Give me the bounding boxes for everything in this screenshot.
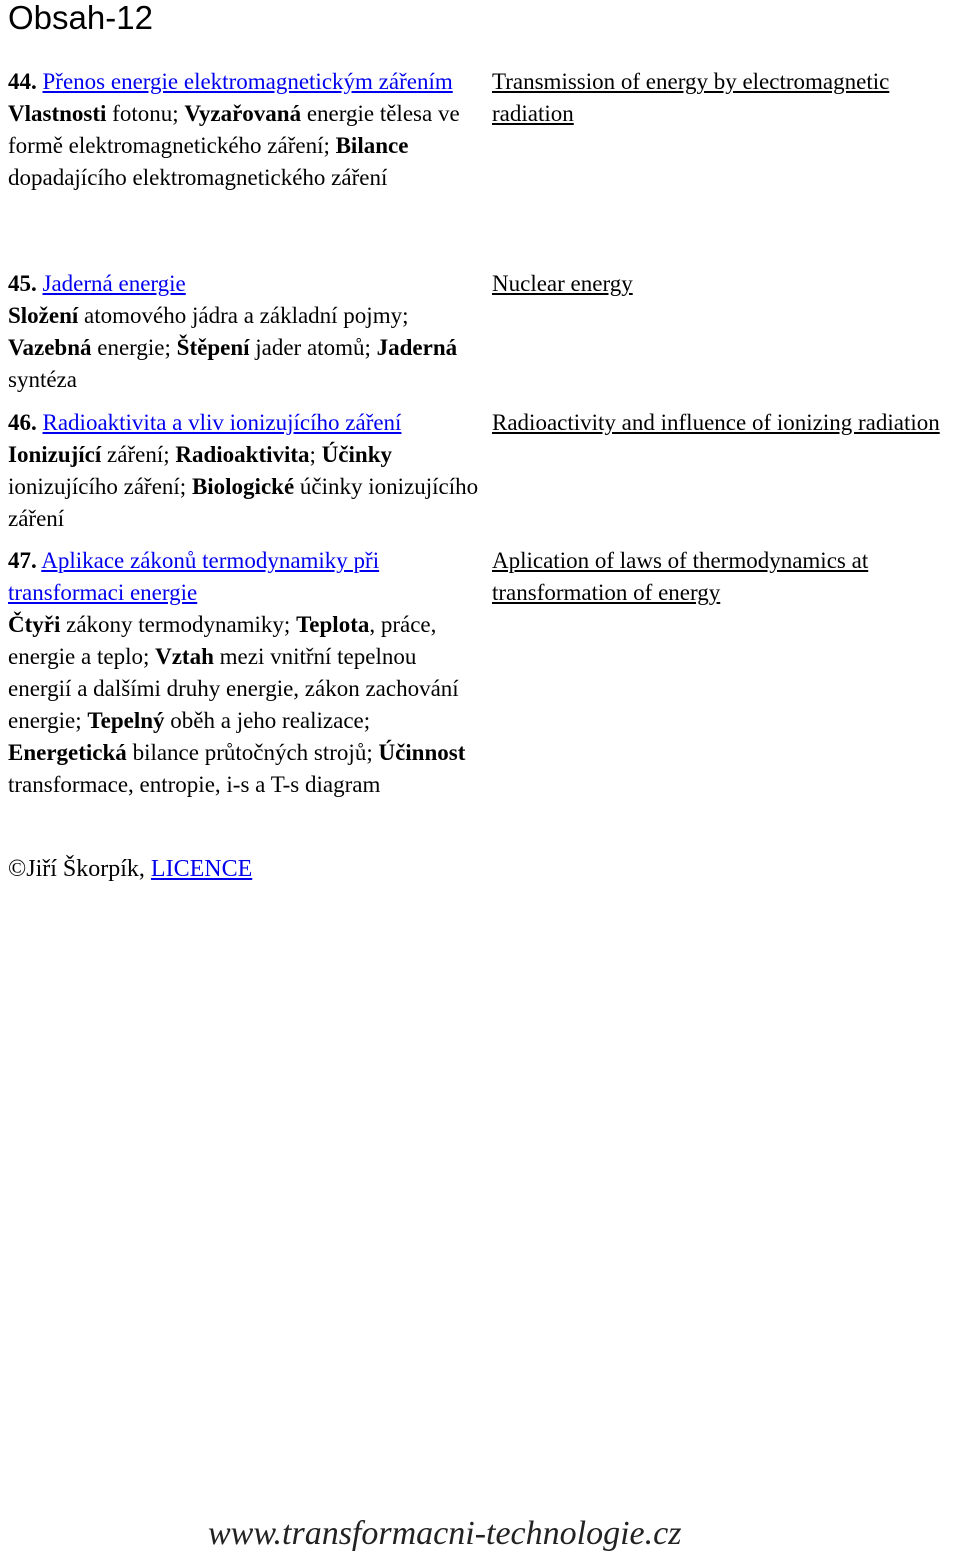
section-44-english-link[interactable]: Transmission of energy by electromagnetic radiation <box>492 69 890 126</box>
section-number: 47. <box>8 548 37 573</box>
section-47-topics: Čtyři zákony termodynamiky; Teplota, práce, energie a teplo; Vztah mezi vnitřní tepelnou energií a dalšími druhy energie, zákon zachování energie; Tepelný oběh a jeho realizace; Energetická bilance průtočných strojů; Účinnost transformace, entropie, i-s a T-s diagram <box>8 612 466 797</box>
section-47-english-link[interactable]: Aplication of laws of thermodynamics at transformation of energy <box>492 548 869 605</box>
section-number: 45. <box>8 271 37 296</box>
copyright-icon: © <box>8 856 27 882</box>
section-44-english <box>492 66 958 130</box>
copyright-line <box>8 853 252 885</box>
page-title: Obsah-12 <box>8 0 153 36</box>
section-number: 44. <box>8 69 37 94</box>
section-47-czech <box>8 545 483 801</box>
section-47-english <box>492 545 958 609</box>
section-45-english <box>492 268 958 300</box>
section-46-link[interactable]: Radioaktivita a vliv ionizujícího záření <box>42 410 402 435</box>
author-name: Jiří Škorpík, <box>26 856 151 882</box>
section-47-link[interactable]: Aplikace zákonů termodynamiky při transformaci energie <box>8 548 380 605</box>
section-44-czech <box>8 66 483 194</box>
website-url: www.transformacni-technologie.cz <box>208 1515 682 1552</box>
section-45-english-link[interactable]: Nuclear energy <box>492 271 633 296</box>
section-44-link[interactable]: Přenos energie elektromagnetickým zářením <box>42 69 453 94</box>
section-46-topics: Ionizující záření; Radioaktivita; Účinky ionizujícího záření; Biologické účinky ionizujícího záření <box>8 442 479 531</box>
section-46-english <box>492 407 958 439</box>
section-45-topics: Složení atomového jádra a základní pojmy; Vazebná energie; Štěpení jader atomů; Jaderná syntéza <box>8 303 458 392</box>
section-46-english-link[interactable]: Radioactivity and influence of ionizing radiation <box>492 410 940 435</box>
section-44-topics: Vlastnosti fotonu; Vyzařovaná energie tělesa ve formě elektromagnetického záření; Bilance dopadajícího elektromagnetického záření <box>8 101 460 190</box>
section-46-czech <box>8 407 483 535</box>
licence-link[interactable]: LICENCE <box>150 856 253 882</box>
section-45-czech <box>8 268 483 396</box>
section-number: 46. <box>8 410 37 435</box>
section-45-link[interactable]: Jaderná energie <box>42 271 186 296</box>
